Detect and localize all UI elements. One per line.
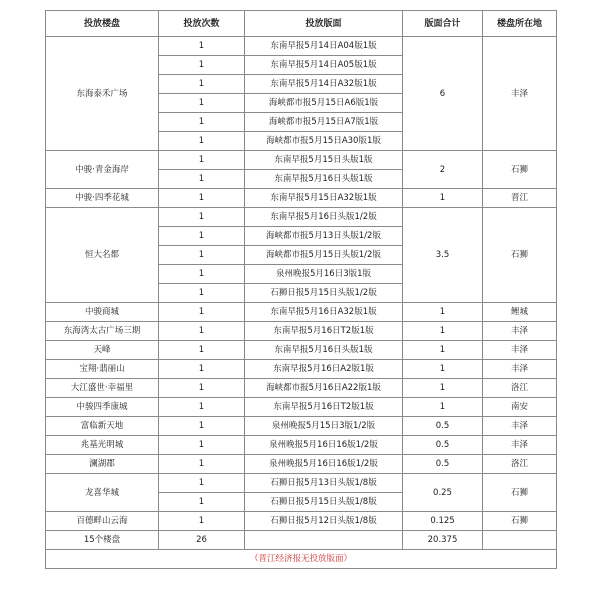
count-cell: 1	[159, 246, 245, 265]
count-cell: 1	[159, 398, 245, 417]
project-name-cell: 大江盛世·幸福里	[46, 379, 159, 398]
project-name-cell: 宝翔·翡丽山	[46, 360, 159, 379]
location-cell: 鲤城	[483, 303, 557, 322]
page-cell: 东南早报5月16日T2版1版	[245, 398, 403, 417]
table-row	[46, 341, 557, 360]
count-cell: 1	[159, 455, 245, 474]
table-row	[46, 455, 557, 474]
count-cell: 1	[159, 303, 245, 322]
count-cell: 1	[159, 151, 245, 170]
project-name-cell: 百德畔山云海	[46, 512, 159, 531]
table-row	[46, 398, 557, 417]
page-total-cell: 1	[403, 303, 483, 322]
table-row	[46, 360, 557, 379]
table-row	[46, 512, 557, 531]
page-cell: 泉州晚报5月15日3版1/2版	[245, 417, 403, 436]
project-name-cell: 恒大名都	[46, 208, 159, 303]
project-name-cell: 澜湖郡	[46, 455, 159, 474]
page-total-cell: 2	[403, 151, 483, 189]
page-total-cell: 0.5	[403, 436, 483, 455]
count-cell: 1	[159, 265, 245, 284]
page-total-cell: 1	[403, 360, 483, 379]
count-cell: 1	[159, 94, 245, 113]
note-row	[46, 550, 557, 569]
table-row	[46, 37, 557, 56]
count-cell: 1	[159, 512, 245, 531]
page-cell: 石狮日报5月12日头版1/8版	[245, 512, 403, 531]
summary-row	[46, 531, 557, 550]
page-total-cell: 1	[403, 189, 483, 208]
count-cell: 1	[159, 189, 245, 208]
project-name-cell: 中骏·青金海岸	[46, 151, 159, 189]
project-name-cell: 中骏·四季花城	[46, 189, 159, 208]
table-body	[46, 37, 557, 531]
location-cell: 丰泽	[483, 360, 557, 379]
summary-project: 15个楼盘	[46, 531, 159, 550]
count-cell: 1	[159, 322, 245, 341]
count-cell: 1	[159, 113, 245, 132]
table-row	[46, 379, 557, 398]
count-cell: 1	[159, 75, 245, 94]
location-cell: 石狮	[483, 512, 557, 531]
page-total-cell: 0.25	[403, 474, 483, 512]
summary-page	[245, 531, 403, 550]
page-total-cell: 0.5	[403, 455, 483, 474]
page-total-cell: 1	[403, 322, 483, 341]
page-cell: 东南早报5月16日A2版1版	[245, 360, 403, 379]
table-row	[46, 417, 557, 436]
summary-count: 26	[159, 531, 245, 550]
location-cell: 石狮	[483, 208, 557, 303]
page-cell: 海峡都市报5月13日头版1/2版	[245, 227, 403, 246]
location-cell: 丰泽	[483, 417, 557, 436]
count-cell: 1	[159, 493, 245, 512]
page-cell: 泉州晚报5月16日3版1版	[245, 265, 403, 284]
count-cell: 1	[159, 56, 245, 75]
page-cell: 石狮日报5月15日头版1/8版	[245, 493, 403, 512]
table-header-row	[46, 11, 557, 37]
project-name-cell: 龙喜华城	[46, 474, 159, 512]
table-row	[46, 322, 557, 341]
project-name-cell: 中骏商城	[46, 303, 159, 322]
header-page: 投放版面	[245, 11, 403, 37]
page-cell: 东南早报5月16日A32版1版	[245, 303, 403, 322]
page-cell: 东南早报5月14日A32版1版	[245, 75, 403, 94]
page-cell: 石狮日报5月15日头版1/2版	[245, 284, 403, 303]
page-total-cell: 1	[403, 341, 483, 360]
project-name-cell: 中骏四季康城	[46, 398, 159, 417]
page-total-cell: 1	[403, 379, 483, 398]
page-total-cell: 6	[403, 37, 483, 151]
page-total-cell: 3.5	[403, 208, 483, 303]
table-row	[46, 474, 557, 493]
page-cell: 东南早报5月15日A32版1版	[245, 189, 403, 208]
header-location: 楼盘所在地	[483, 11, 557, 37]
count-cell: 1	[159, 436, 245, 455]
page-cell: 东南早报5月15日头版1版	[245, 151, 403, 170]
count-cell: 1	[159, 417, 245, 436]
page-cell: 海峡都市报5月15日头版1/2版	[245, 246, 403, 265]
page-cell: 东南早报5月14日A05版1版	[245, 56, 403, 75]
table-row	[46, 151, 557, 170]
count-cell: 1	[159, 208, 245, 227]
page-cell: 海峡都市报5月15日A7版1版	[245, 113, 403, 132]
location-cell: 丰泽	[483, 37, 557, 151]
page-total-cell: 0.5	[403, 417, 483, 436]
location-cell: 丰泽	[483, 322, 557, 341]
location-cell: 洛江	[483, 379, 557, 398]
count-cell: 1	[159, 37, 245, 56]
count-cell: 1	[159, 227, 245, 246]
location-cell: 丰泽	[483, 341, 557, 360]
table-note: （晋江经济报无投放版面）	[46, 550, 557, 569]
project-name-cell: 东海泰禾广场	[46, 37, 159, 151]
header-total: 版面合计	[403, 11, 483, 37]
project-name-cell: 兆基光明城	[46, 436, 159, 455]
header-count: 投放次数	[159, 11, 245, 37]
location-cell: 晋江	[483, 189, 557, 208]
table-row	[46, 189, 557, 208]
page-cell: 东南早报5月16日头版1版	[245, 170, 403, 189]
page-cell: 东南早报5月16日T2版1版	[245, 322, 403, 341]
page-cell: 泉州晚报5月16日16版1/2版	[245, 436, 403, 455]
page-cell: 石狮日报5月13日头版1/8版	[245, 474, 403, 493]
page-cell: 泉州晚报5月16日16版1/2版	[245, 455, 403, 474]
location-cell: 石狮	[483, 474, 557, 512]
page-cell: 海峡都市报5月15日A6版1版	[245, 94, 403, 113]
page-cell: 东南早报5月14日A04版1版	[245, 37, 403, 56]
location-cell: 丰泽	[483, 436, 557, 455]
project-name-cell: 天峰	[46, 341, 159, 360]
page-cell: 东南早报5月16日头版1版	[245, 341, 403, 360]
page-cell: 海峡都市报5月15日A30版1版	[245, 132, 403, 151]
location-cell: 南安	[483, 398, 557, 417]
ad-placement-table	[45, 10, 557, 569]
page-total-cell: 0.125	[403, 512, 483, 531]
page-total-cell: 1	[403, 398, 483, 417]
table-row	[46, 303, 557, 322]
location-cell: 洛江	[483, 455, 557, 474]
table-row	[46, 436, 557, 455]
watermark-mark: ■ ■ ■ ■ ■ ■ ■	[485, 569, 562, 579]
page-cell: 东南早报5月16日头版1/2版	[245, 208, 403, 227]
count-cell: 1	[159, 170, 245, 189]
page-cell: 海峡都市报5月16日A22版1版	[245, 379, 403, 398]
count-cell: 1	[159, 341, 245, 360]
count-cell: 1	[159, 360, 245, 379]
count-cell: 1	[159, 284, 245, 303]
count-cell: 1	[159, 379, 245, 398]
summary-location	[483, 531, 557, 550]
header-project: 投放楼盘	[46, 11, 159, 37]
location-cell: 石狮	[483, 151, 557, 189]
project-name-cell: 东海湾太古广场三期	[46, 322, 159, 341]
count-cell: 1	[159, 474, 245, 493]
project-name-cell: 富临新天地	[46, 417, 159, 436]
table-row	[46, 208, 557, 227]
summary-total: 20.375	[403, 531, 483, 550]
count-cell: 1	[159, 132, 245, 151]
